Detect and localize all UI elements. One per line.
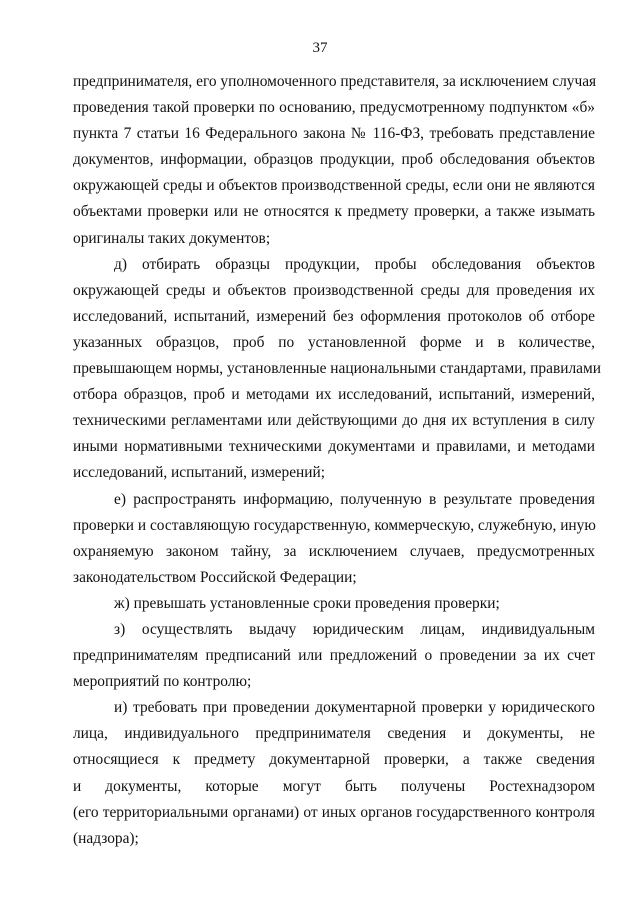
page-number: 37 [312,40,328,56]
text-line: превышающем нормы, установленные национальными стандартами, правилами [73,360,601,378]
paragraph-d [73,252,601,487]
text-line: проверки и составляющую государственную, коммерческую, служебную, иную [73,516,596,534]
text-line: ж) превышать установленные сроки проведения проверки; [114,594,500,612]
text-line: отбора образцов, проб и методами их исследований, испытаний, измерений, [73,386,595,404]
text-line: техническими регламентами или действующими до дня их вступления в силу [73,412,595,430]
text-line: предпринимателям предписаний или предложений о проведении за их счет [73,647,595,665]
text-line: исследований, испытаний, измерений без оформления протоколов об отборе [73,307,595,325]
text-line: пункта 7 статьи 16 Федерального закона № 116-ФЗ, требовать представление [73,125,595,143]
text-line: относящиеся к предмету документарной проверки, а также сведения [73,751,595,769]
text-line: предпринимателя, его уполномоченного представителя, за исключением случая [73,73,597,90]
text-line: е) распространять информацию, полученную в результате проведения [114,490,595,508]
text-line: объектами проверки или не относятся к предмету проверки, а также изымать [73,203,595,221]
text-line: иными нормативными техническими документами и правилами, и методами [73,438,595,456]
text-line: охраняемую законом тайну, за исключением случаев, предусмотренных [73,542,595,560]
text-line: окружающей среды и объектов производственной среды, если они не являются [73,177,595,195]
text-line: (надзора); [73,829,139,847]
text-line: мероприятий по контролю; [73,673,252,691]
text-line: проведения такой проверки по основанию, предусмотренному подпунктом «б» [73,99,595,117]
text-line: окружающей среды и объектов производственной среды для проведения их [73,281,595,299]
text-line: (его территориальными органами) от иных органов государственного контроля [73,803,595,821]
text-line: законодательством Российской Федерации; [73,568,357,586]
document-body [73,69,601,852]
text-line: з) осуществлять выдачу юридическим лицам, индивидуальным [114,620,595,638]
text-line: документов, информации, образцов продукции, проб обследования объектов [73,151,595,169]
text-line: исследований, испытаний, измерений; [73,464,326,482]
text-line: и) требовать при проведении документарной проверки у юридического [114,699,595,717]
text-line: оригиналы таких документов; [73,229,271,247]
text-line: и документы, которые могут быть получены Ростехнадзором [73,777,595,795]
text-line: лица, индивидуального предпринимателя сведения и документы, не [73,725,595,743]
paragraph-continuation [73,69,595,252]
text-line: указанных образцов, проб по установленной форме и в количестве, [73,333,595,351]
paragraph-e [73,487,595,591]
paragraph-zh [73,591,595,617]
text-line: д) отбирать образцы продукции, пробы обследования объектов [114,255,595,273]
paragraph-z [73,617,595,695]
paragraph-i [73,695,595,852]
